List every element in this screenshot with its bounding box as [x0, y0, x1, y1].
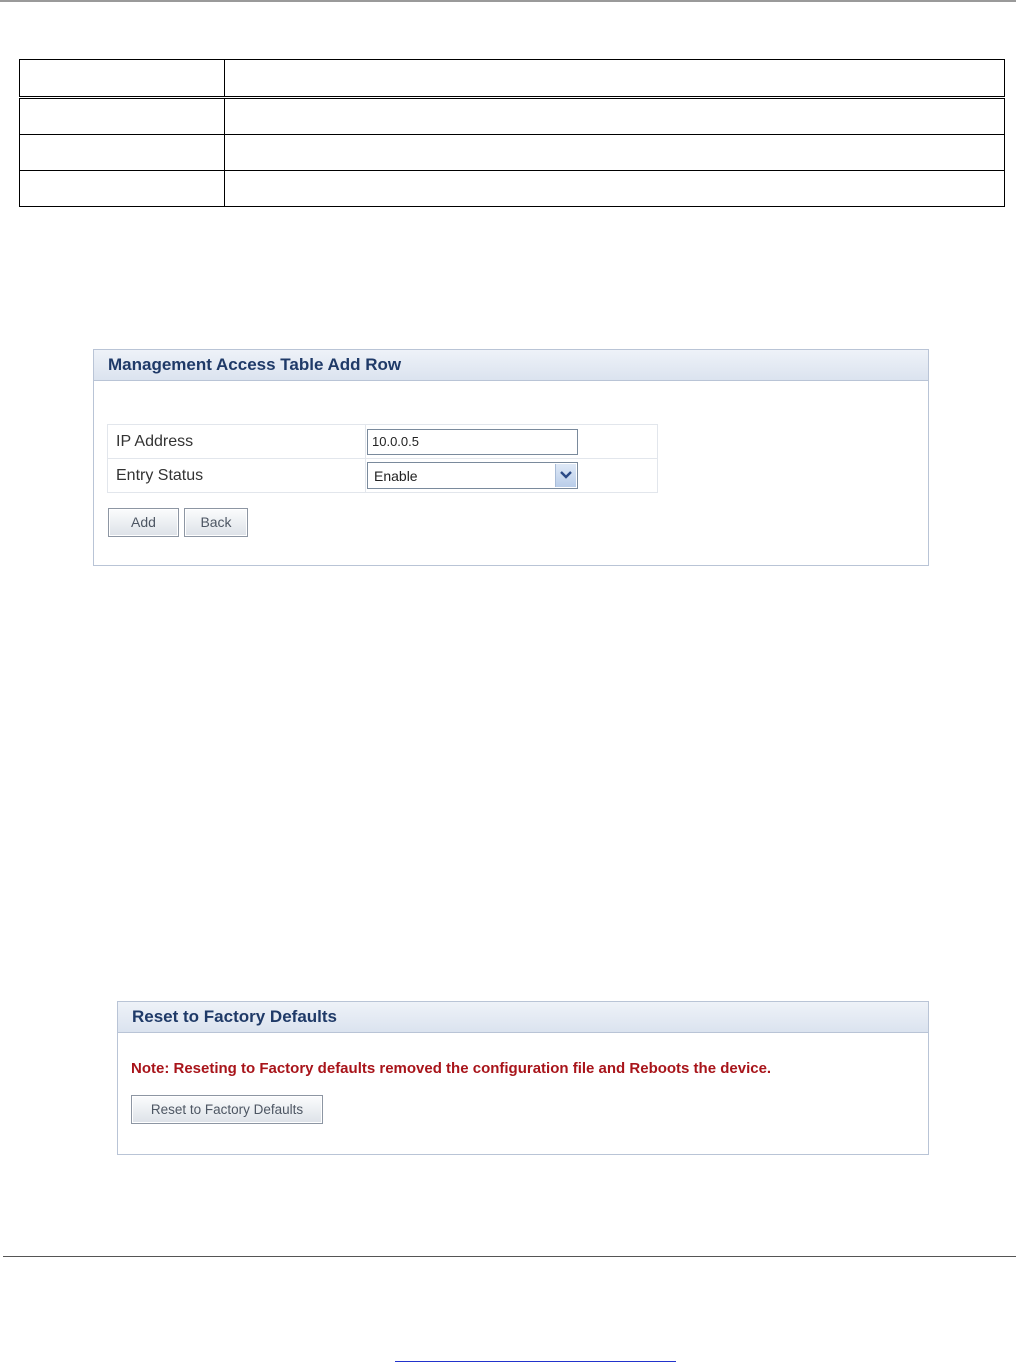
parameter-table — [19, 59, 1005, 207]
table-row — [20, 98, 1005, 135]
table-cell — [225, 135, 1005, 171]
ip-address-input[interactable] — [367, 429, 578, 455]
back-button[interactable]: Back — [184, 508, 248, 537]
table-header-cell — [225, 60, 1005, 98]
table-header-row — [20, 60, 1005, 98]
table-row — [20, 171, 1005, 207]
reset-to-factory-defaults-button[interactable]: Reset to Factory Defaults — [131, 1095, 323, 1124]
add-row-form — [107, 424, 658, 493]
footer-link-underline[interactable] — [395, 1361, 676, 1362]
reset-factory-defaults-panel — [117, 1001, 929, 1155]
management-access-add-row-panel — [93, 349, 929, 566]
entry-status-label: Entry Status — [108, 459, 366, 493]
table-cell — [225, 171, 1005, 207]
reset-note: Note: Reseting to Factory defaults removed the configuration file and Reboots the device. — [131, 1060, 772, 1077]
table-cell — [20, 98, 225, 135]
top-rule — [0, 0, 1016, 2]
ip-address-label: IP Address — [108, 425, 366, 459]
panel-title: Management Access Table Add Row — [94, 350, 928, 381]
entry-status-value: Enable — [374, 468, 418, 484]
table-cell — [225, 98, 1005, 135]
entry-status-select[interactable] — [367, 462, 578, 489]
table-row — [20, 135, 1005, 171]
table-header-cell — [20, 60, 225, 98]
panel-title: Reset to Factory Defaults — [118, 1002, 928, 1033]
chevron-down-icon[interactable] — [555, 464, 576, 487]
table-cell — [20, 171, 225, 207]
add-button[interactable]: Add — [108, 508, 179, 537]
table-cell — [20, 135, 225, 171]
bottom-rule — [3, 1256, 1016, 1257]
ip-address-row — [108, 425, 658, 459]
entry-status-row — [108, 459, 658, 493]
